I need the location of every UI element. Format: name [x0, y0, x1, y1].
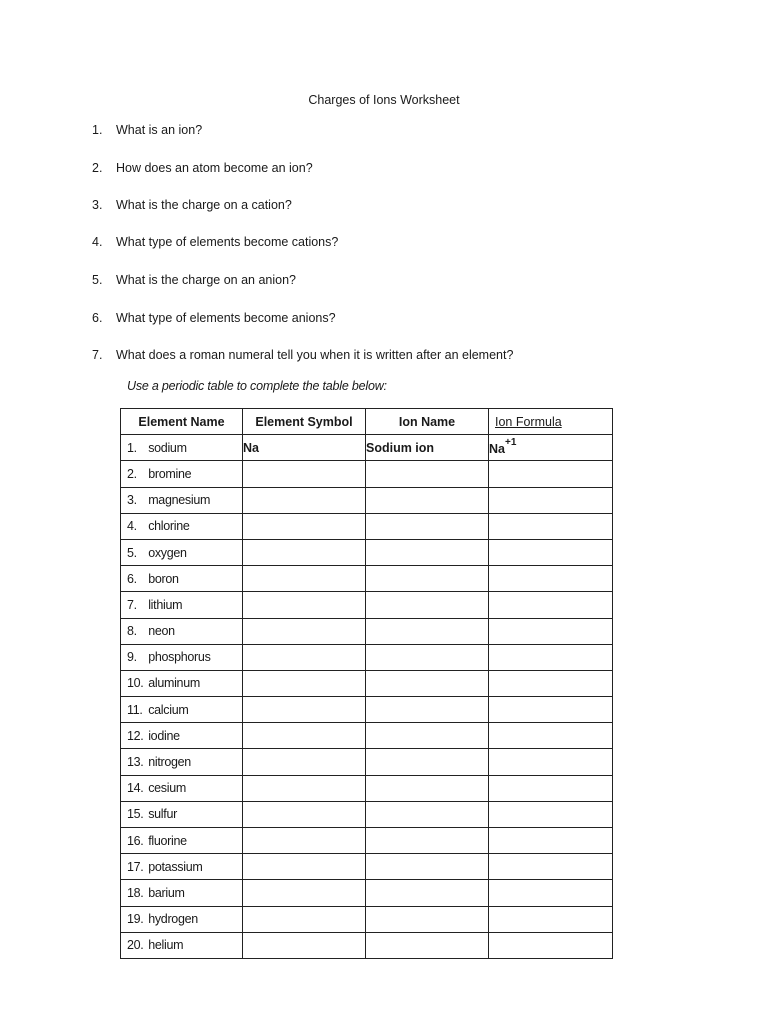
- element-name-cell: [121, 592, 243, 618]
- question-number: 2.: [92, 161, 103, 175]
- table-row: [121, 670, 613, 696]
- element-name-cell: [121, 513, 243, 539]
- table-row: [121, 592, 613, 618]
- ion-name-cell[interactable]: [366, 592, 489, 618]
- ion-name-cell[interactable]: [366, 566, 489, 592]
- element-symbol-cell[interactable]: [243, 880, 366, 906]
- question-text: What is the charge on a cation?: [116, 198, 292, 212]
- element-name-cell: [121, 618, 243, 644]
- ion-formula-cell[interactable]: [489, 670, 613, 696]
- ion-name-cell[interactable]: [366, 723, 489, 749]
- table-row: [121, 801, 613, 827]
- ion-name-cell[interactable]: [366, 801, 489, 827]
- ion-name-cell[interactable]: [366, 487, 489, 513]
- table-instruction: Use a periodic table to complete the table below:: [127, 379, 387, 393]
- row-number: 3.: [127, 493, 137, 508]
- table-row: [121, 618, 613, 644]
- ion-name-cell[interactable]: [366, 539, 489, 565]
- element-name: sulfur: [148, 807, 177, 822]
- question-7: [92, 348, 513, 362]
- element-symbol-cell[interactable]: [243, 854, 366, 880]
- element-symbol-cell[interactable]: [243, 539, 366, 565]
- question-text: What is the charge on an anion?: [116, 273, 296, 287]
- element-name-cell: [121, 906, 243, 932]
- table-row: [121, 828, 613, 854]
- element-name-cell: [121, 932, 243, 958]
- element-symbol-cell[interactable]: [243, 513, 366, 539]
- ion-formula-cell[interactable]: [489, 566, 613, 592]
- element-name-cell: [121, 723, 243, 749]
- ion-name-cell[interactable]: [366, 854, 489, 880]
- row-number: 20.: [127, 938, 144, 953]
- element-symbol-cell[interactable]: [243, 801, 366, 827]
- element-name: phosphorus: [148, 650, 211, 665]
- question-2: [92, 161, 313, 175]
- element-name: aluminum: [148, 676, 200, 691]
- question-number: 3.: [92, 198, 103, 212]
- header-ion-name: Ion Name: [366, 409, 489, 435]
- table-row: [121, 749, 613, 775]
- row-number: 9.: [127, 650, 137, 665]
- ion-name-cell[interactable]: [366, 906, 489, 932]
- header-element-name: Element Name: [121, 409, 243, 435]
- table-row: [121, 539, 613, 565]
- row-number: 12.: [127, 728, 144, 743]
- element-symbol-cell[interactable]: [243, 618, 366, 644]
- ion-name-cell[interactable]: [366, 749, 489, 775]
- ion-formula-cell[interactable]: [489, 775, 613, 801]
- row-number: 19.: [127, 912, 144, 927]
- element-name: barium: [148, 885, 185, 900]
- question-1: [92, 123, 202, 137]
- element-name: potassium: [148, 859, 203, 874]
- element-name-cell: [121, 697, 243, 723]
- question-number: 6.: [92, 311, 103, 325]
- ion-formula-cell[interactable]: [489, 618, 613, 644]
- element-name: magnesium: [148, 493, 211, 508]
- row-number: 16.: [127, 833, 144, 848]
- row-number: 13.: [127, 755, 144, 770]
- ion-formula-cell[interactable]: [489, 461, 613, 487]
- element-name: fluorine: [148, 833, 187, 848]
- ion-formula-cell[interactable]: [489, 880, 613, 906]
- ion-formula-cell[interactable]: [489, 932, 613, 958]
- element-name-cell: [121, 801, 243, 827]
- ion-formula-cell[interactable]: [489, 644, 613, 670]
- table-row: [121, 775, 613, 801]
- ions-table: [120, 408, 613, 959]
- row-number: 14.: [127, 781, 144, 796]
- table-row: [121, 644, 613, 670]
- worksheet-title: Charges of Ions Worksheet: [308, 93, 460, 107]
- table-row: [121, 854, 613, 880]
- element-symbol-cell[interactable]: [243, 906, 366, 932]
- element-name-cell: [121, 461, 243, 487]
- question-text: What type of elements become cations?: [116, 235, 339, 249]
- ion-name-cell[interactable]: [366, 670, 489, 696]
- question-text: What is an ion?: [116, 123, 203, 137]
- row-number: 7.: [127, 597, 137, 612]
- element-name-cell: [121, 749, 243, 775]
- element-name: iodine: [148, 728, 180, 743]
- row-number: 2.: [127, 466, 137, 481]
- table-row: [121, 697, 613, 723]
- row-number: 18.: [127, 885, 144, 900]
- element-symbol-cell[interactable]: [243, 775, 366, 801]
- question-number: 7.: [92, 348, 103, 362]
- element-symbol-cell[interactable]: [243, 932, 366, 958]
- ion-formula-cell[interactable]: [489, 592, 613, 618]
- table-row: [121, 487, 613, 513]
- ion-formula-cell[interactable]: [489, 801, 613, 827]
- ion-name-cell[interactable]: [366, 644, 489, 670]
- question-5: [92, 273, 296, 287]
- table-row: [121, 723, 613, 749]
- question-6: [92, 311, 336, 325]
- element-symbol-cell[interactable]: [243, 697, 366, 723]
- ion-formula-symbol: Na: [489, 441, 505, 456]
- ion-formula-charge: +1: [504, 436, 517, 448]
- row-number: 17.: [127, 859, 144, 874]
- table-row: [121, 566, 613, 592]
- table-body: [121, 435, 613, 959]
- header-element-symbol: Element Symbol: [243, 409, 366, 435]
- element-symbol-cell[interactable]: [243, 487, 366, 513]
- element-symbol-cell[interactable]: [243, 828, 366, 854]
- element-symbol-cell[interactable]: [243, 592, 366, 618]
- row-number: 8.: [127, 624, 137, 639]
- element-name: chlorine: [148, 519, 190, 534]
- ion-name-cell[interactable]: [366, 697, 489, 723]
- ion-formula-cell[interactable]: [489, 697, 613, 723]
- element-name-cell: [121, 854, 243, 880]
- ion-formula-cell[interactable]: [489, 723, 613, 749]
- question-number: 4.: [92, 235, 103, 249]
- element-name: nitrogen: [148, 755, 191, 770]
- element-name: hydrogen: [148, 912, 198, 927]
- ion-name-cell[interactable]: [366, 932, 489, 958]
- element-name: bromine: [148, 466, 192, 481]
- table-row: [121, 461, 613, 487]
- question-text: How does an atom become an ion?: [116, 161, 313, 175]
- element-name-cell: [121, 435, 243, 461]
- question-text: What type of elements become anions?: [116, 311, 336, 325]
- question-3: [92, 198, 292, 212]
- ion-formula-cell[interactable]: [489, 487, 613, 513]
- element-symbol-cell[interactable]: [243, 670, 366, 696]
- ion-name-cell[interactable]: [366, 775, 489, 801]
- ion-formula-cell[interactable]: [489, 828, 613, 854]
- element-name: oxygen: [148, 545, 187, 560]
- element-name: sodium: [148, 440, 187, 455]
- element-name: neon: [148, 624, 175, 639]
- element-name-cell: [121, 775, 243, 801]
- row-number: 6.: [127, 571, 137, 586]
- row-number: 11.: [127, 702, 143, 717]
- element-name-cell: [121, 670, 243, 696]
- element-name: boron: [148, 571, 179, 586]
- ion-name-cell[interactable]: [366, 880, 489, 906]
- ion-name-cell[interactable]: Sodium ion: [366, 435, 489, 461]
- ion-formula-cell[interactable]: [489, 435, 613, 461]
- ion-formula-cell[interactable]: [489, 906, 613, 932]
- element-name-cell: [121, 487, 243, 513]
- ion-name-cell[interactable]: [366, 618, 489, 644]
- row-number: 10.: [127, 676, 144, 691]
- element-name-cell: [121, 644, 243, 670]
- header-ion-formula: Ion Formula: [489, 409, 613, 435]
- question-number: 1.: [92, 123, 103, 137]
- question-4: [92, 235, 338, 249]
- ion-name-cell[interactable]: [366, 828, 489, 854]
- element-name-cell: [121, 880, 243, 906]
- row-number: 5.: [127, 545, 137, 560]
- element-name-cell: [121, 828, 243, 854]
- ion-name-cell[interactable]: [366, 461, 489, 487]
- element-name: lithium: [148, 597, 183, 612]
- element-symbol-cell[interactable]: [243, 461, 366, 487]
- question-number: 5.: [92, 273, 103, 287]
- table-row: [121, 932, 613, 958]
- element-symbol-cell[interactable]: [243, 749, 366, 775]
- table-row: [121, 513, 613, 539]
- row-number: 4.: [127, 519, 137, 534]
- row-number: 1.: [127, 440, 137, 455]
- element-symbol-cell[interactable]: [243, 644, 366, 670]
- ion-formula-cell[interactable]: [489, 539, 613, 565]
- ion-name-cell[interactable]: [366, 513, 489, 539]
- element-name-cell: [121, 539, 243, 565]
- ion-formula-cell[interactable]: [489, 513, 613, 539]
- table-row: [121, 906, 613, 932]
- ion-formula-cell[interactable]: [489, 854, 613, 880]
- element-symbol-cell[interactable]: [243, 566, 366, 592]
- element-name: calcium: [148, 702, 189, 717]
- table-header-row: [121, 409, 613, 435]
- element-symbol-cell[interactable]: [243, 723, 366, 749]
- element-name-cell: [121, 566, 243, 592]
- row-number: 15.: [127, 807, 144, 822]
- element-name: cesium: [148, 781, 186, 796]
- element-name: helium: [148, 938, 184, 953]
- table-row: [121, 880, 613, 906]
- question-text: What does a roman numeral tell you when it is written after an element?: [116, 348, 514, 362]
- table-row: [121, 435, 613, 461]
- ion-formula-cell[interactable]: [489, 749, 613, 775]
- element-symbol-cell[interactable]: Na: [243, 435, 366, 461]
